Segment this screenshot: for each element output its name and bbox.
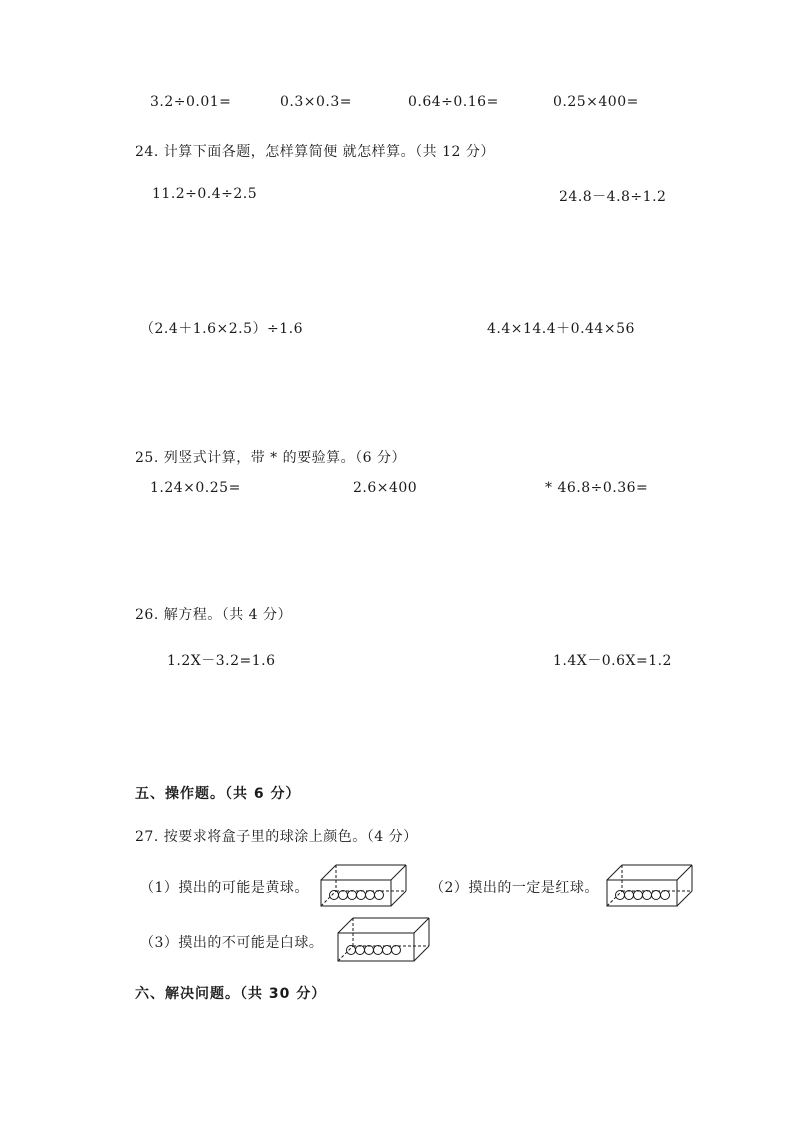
q24-expr-2: 24.8－4.8÷1.2 bbox=[559, 189, 667, 205]
q26-title: 26. 解方程。（共 4 分） bbox=[135, 607, 293, 623]
q24-expr-1: 11.2÷0.4÷2.5 bbox=[152, 186, 258, 202]
q25-expr-1: 1.24×0.25= bbox=[150, 480, 241, 496]
expr-0-64-div-0-16: 0.64÷0.16= bbox=[408, 94, 499, 110]
q24-title: 24. 计算下面各题，怎样算简便 就怎样算。（共 12 分） bbox=[135, 144, 495, 160]
expr-0-25-times-400: 0.25×400= bbox=[553, 94, 639, 110]
q25-expr-2: 2.6×400 bbox=[353, 480, 418, 496]
q24-expr-4: 4.4×14.4＋0.44×56 bbox=[487, 321, 635, 337]
ball-box-1 bbox=[318, 863, 412, 909]
expr-0-3-times-0-3: 0.3×0.3= bbox=[280, 94, 352, 110]
q25-expr-3: * 46.8÷0.36= bbox=[545, 480, 649, 496]
q27-title: 27. 按要求将盒子里的球涂上颜色。（4 分） bbox=[135, 829, 418, 845]
expr-3-2-div-0-01: 3.2÷0.01= bbox=[150, 94, 232, 110]
ball-box-2 bbox=[604, 863, 698, 909]
q27-item-2: （2）摸出的一定是红球。 bbox=[430, 880, 599, 896]
q25-title: 25. 列竖式计算，带 * 的要验算。（6 分） bbox=[135, 450, 406, 466]
q26-equation-2: 1.4X－0.6X=1.2 bbox=[553, 653, 672, 669]
section-5-title: 五、操作题。（共 6 分） bbox=[135, 786, 301, 802]
q26-equation-1: 1.2X－3.2=1.6 bbox=[167, 653, 276, 669]
ball-box-3 bbox=[335, 916, 435, 964]
q24-expr-3: （2.4＋1.6×2.5）÷1.6 bbox=[140, 321, 304, 337]
q27-item-1: （1）摸出的可能是黄球。 bbox=[140, 880, 309, 896]
section-6-title: 六、解决问题。（共 30 分） bbox=[135, 986, 327, 1002]
q27-item-3: （3）摸出的不可能是白球。 bbox=[140, 935, 324, 951]
